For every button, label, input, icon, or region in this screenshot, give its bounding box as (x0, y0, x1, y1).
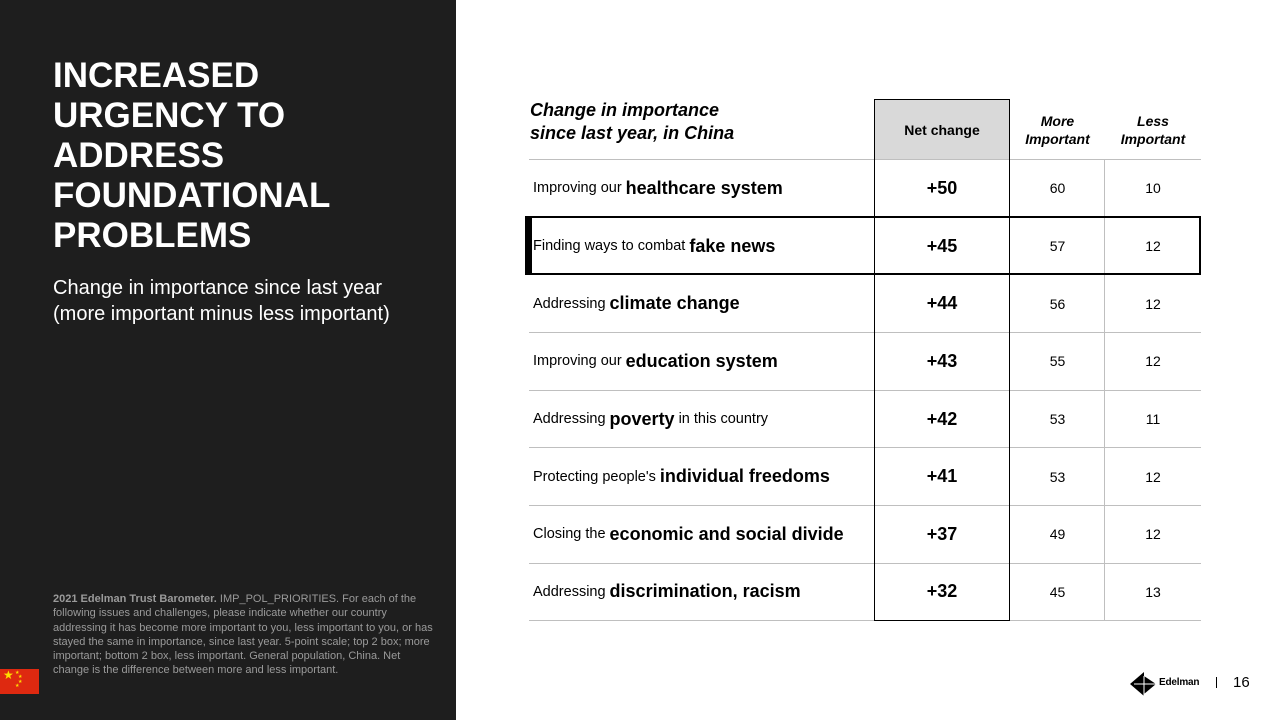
left-panel (0, 0, 456, 720)
less-important-value: 12 (1145, 526, 1161, 543)
edelman-logo-mark (1130, 668, 1158, 698)
page-separator (1216, 677, 1217, 688)
more-important-value: 56 (1049, 295, 1066, 312)
less-important-value: 12 (1145, 353, 1161, 370)
more-important-value: 60 (1049, 180, 1066, 197)
column-header-net-change: Net change (874, 99, 1010, 160)
subtitle-line: Change in importance since last year (53, 277, 383, 299)
table-row (529, 505, 1201, 563)
issue-label-bold: poverty (609, 408, 675, 429)
flag-star-icon: ★ (18, 674, 23, 680)
table-row (529, 447, 1201, 505)
issue-label-pre: Improving our (533, 353, 622, 370)
issue-label-bold: climate change (609, 293, 740, 314)
issue-label (533, 506, 873, 563)
issue-label (533, 160, 873, 217)
less-important-value: 12 (1145, 295, 1161, 312)
issue-label-pre: Improving our (533, 180, 622, 197)
table-row (529, 274, 1201, 332)
edelman-logo-icon (1130, 668, 1200, 698)
less-important-value: 12 (1145, 238, 1161, 255)
more-important-value: 53 (1049, 468, 1066, 485)
issue-label (533, 275, 873, 332)
net-change-value: +45 (926, 235, 958, 256)
issue-label-pre: Addressing (533, 583, 606, 600)
table-body (529, 159, 1201, 621)
table-row (529, 217, 1201, 275)
issue-label-bold: education system (625, 350, 778, 371)
issue-label (533, 333, 873, 390)
net-change-value: +44 (926, 293, 958, 314)
footnote-text: IMP_POL_PRIORITIES. For each of the following issues and challenges, please indicate whether our country addressing it has become more important to you, less important to you, or has stayed the same in importance, since last year. 5-point scale; top 2 box; more important; bottom 2 box, less important. General population, China. Net change is the difference between more and less important. (53, 593, 433, 677)
issue-label-bold: economic and social divide (609, 523, 844, 544)
net-change-value: +37 (926, 523, 958, 544)
subtitle-line: (more important minus less important) (53, 303, 390, 325)
column-header-line: More (1040, 112, 1075, 129)
flag-star-icon: ★ (3, 668, 14, 682)
net-change-value: +42 (926, 408, 958, 429)
page-number: 16 (1233, 674, 1250, 691)
issue-label-pre: Protecting people's (533, 468, 656, 485)
issue-label-pre: Addressing (533, 295, 606, 312)
slide-title (53, 56, 433, 256)
issue-label-pre: Finding ways to combat (533, 238, 686, 255)
less-important-value: 12 (1145, 468, 1161, 485)
table-row (529, 332, 1201, 390)
issue-label-bold: individual freedoms (659, 466, 830, 487)
table-row (529, 390, 1201, 448)
issue-label (533, 448, 873, 505)
flag-star-icon: ★ (18, 679, 23, 685)
net-change-value: +50 (926, 177, 958, 198)
logo-text: Edelman (1159, 677, 1200, 688)
title-line: URGENCY TO (53, 96, 286, 135)
column-header-less-important (1105, 99, 1201, 160)
highlight-bar (525, 216, 532, 275)
more-important-value: 55 (1049, 353, 1066, 370)
issue-label (533, 218, 873, 275)
more-important-value: 45 (1049, 583, 1066, 600)
issue-label (533, 564, 873, 620)
net-change-value: +43 (926, 350, 958, 371)
title-line: FOUNDATIONAL (53, 176, 331, 215)
less-important-value: 10 (1145, 180, 1161, 197)
flag-star-icon: ★ (15, 683, 20, 689)
slide-subtitle (53, 275, 443, 327)
footnote-source: 2021 Edelman Trust Barometer. (53, 593, 217, 605)
more-important-value: 49 (1049, 526, 1066, 543)
china-flag-icon (0, 669, 39, 694)
less-important-value: 11 (1145, 411, 1161, 428)
issue-label-bold: healthcare system (625, 177, 783, 198)
flag-star-icon: ★ (15, 670, 20, 676)
title-line: INCREASED (53, 56, 260, 95)
more-important-value: 53 (1049, 411, 1066, 428)
column-header-more-important (1010, 99, 1105, 160)
column-header-line: Important (1025, 130, 1090, 147)
issue-label-bold: fake news (689, 235, 776, 256)
more-important-value: 57 (1049, 238, 1066, 255)
issue-label-pre: Addressing (533, 411, 606, 428)
column-header-line: Important (1120, 130, 1186, 147)
issue-label (533, 391, 873, 448)
table-row (529, 563, 1201, 621)
issue-label-pre: Closing the (533, 526, 606, 543)
table-header-line: since last year, in China (530, 123, 735, 143)
net-change-value: +32 (926, 581, 958, 602)
table-header-line: Change in importance (530, 100, 720, 120)
column-header-line: Less (1137, 112, 1169, 129)
net-change-value: +41 (926, 466, 958, 487)
table-header-label (530, 99, 860, 145)
issue-label-post: in this country (678, 411, 769, 428)
issue-label-bold: discrimination, racism (609, 581, 801, 602)
title-line: ADDRESS (53, 136, 225, 175)
title-line: PROBLEMS (53, 216, 252, 255)
footnote (53, 592, 438, 678)
column-divider (1104, 159, 1105, 621)
less-important-value: 13 (1145, 583, 1161, 600)
table-row (529, 159, 1201, 217)
